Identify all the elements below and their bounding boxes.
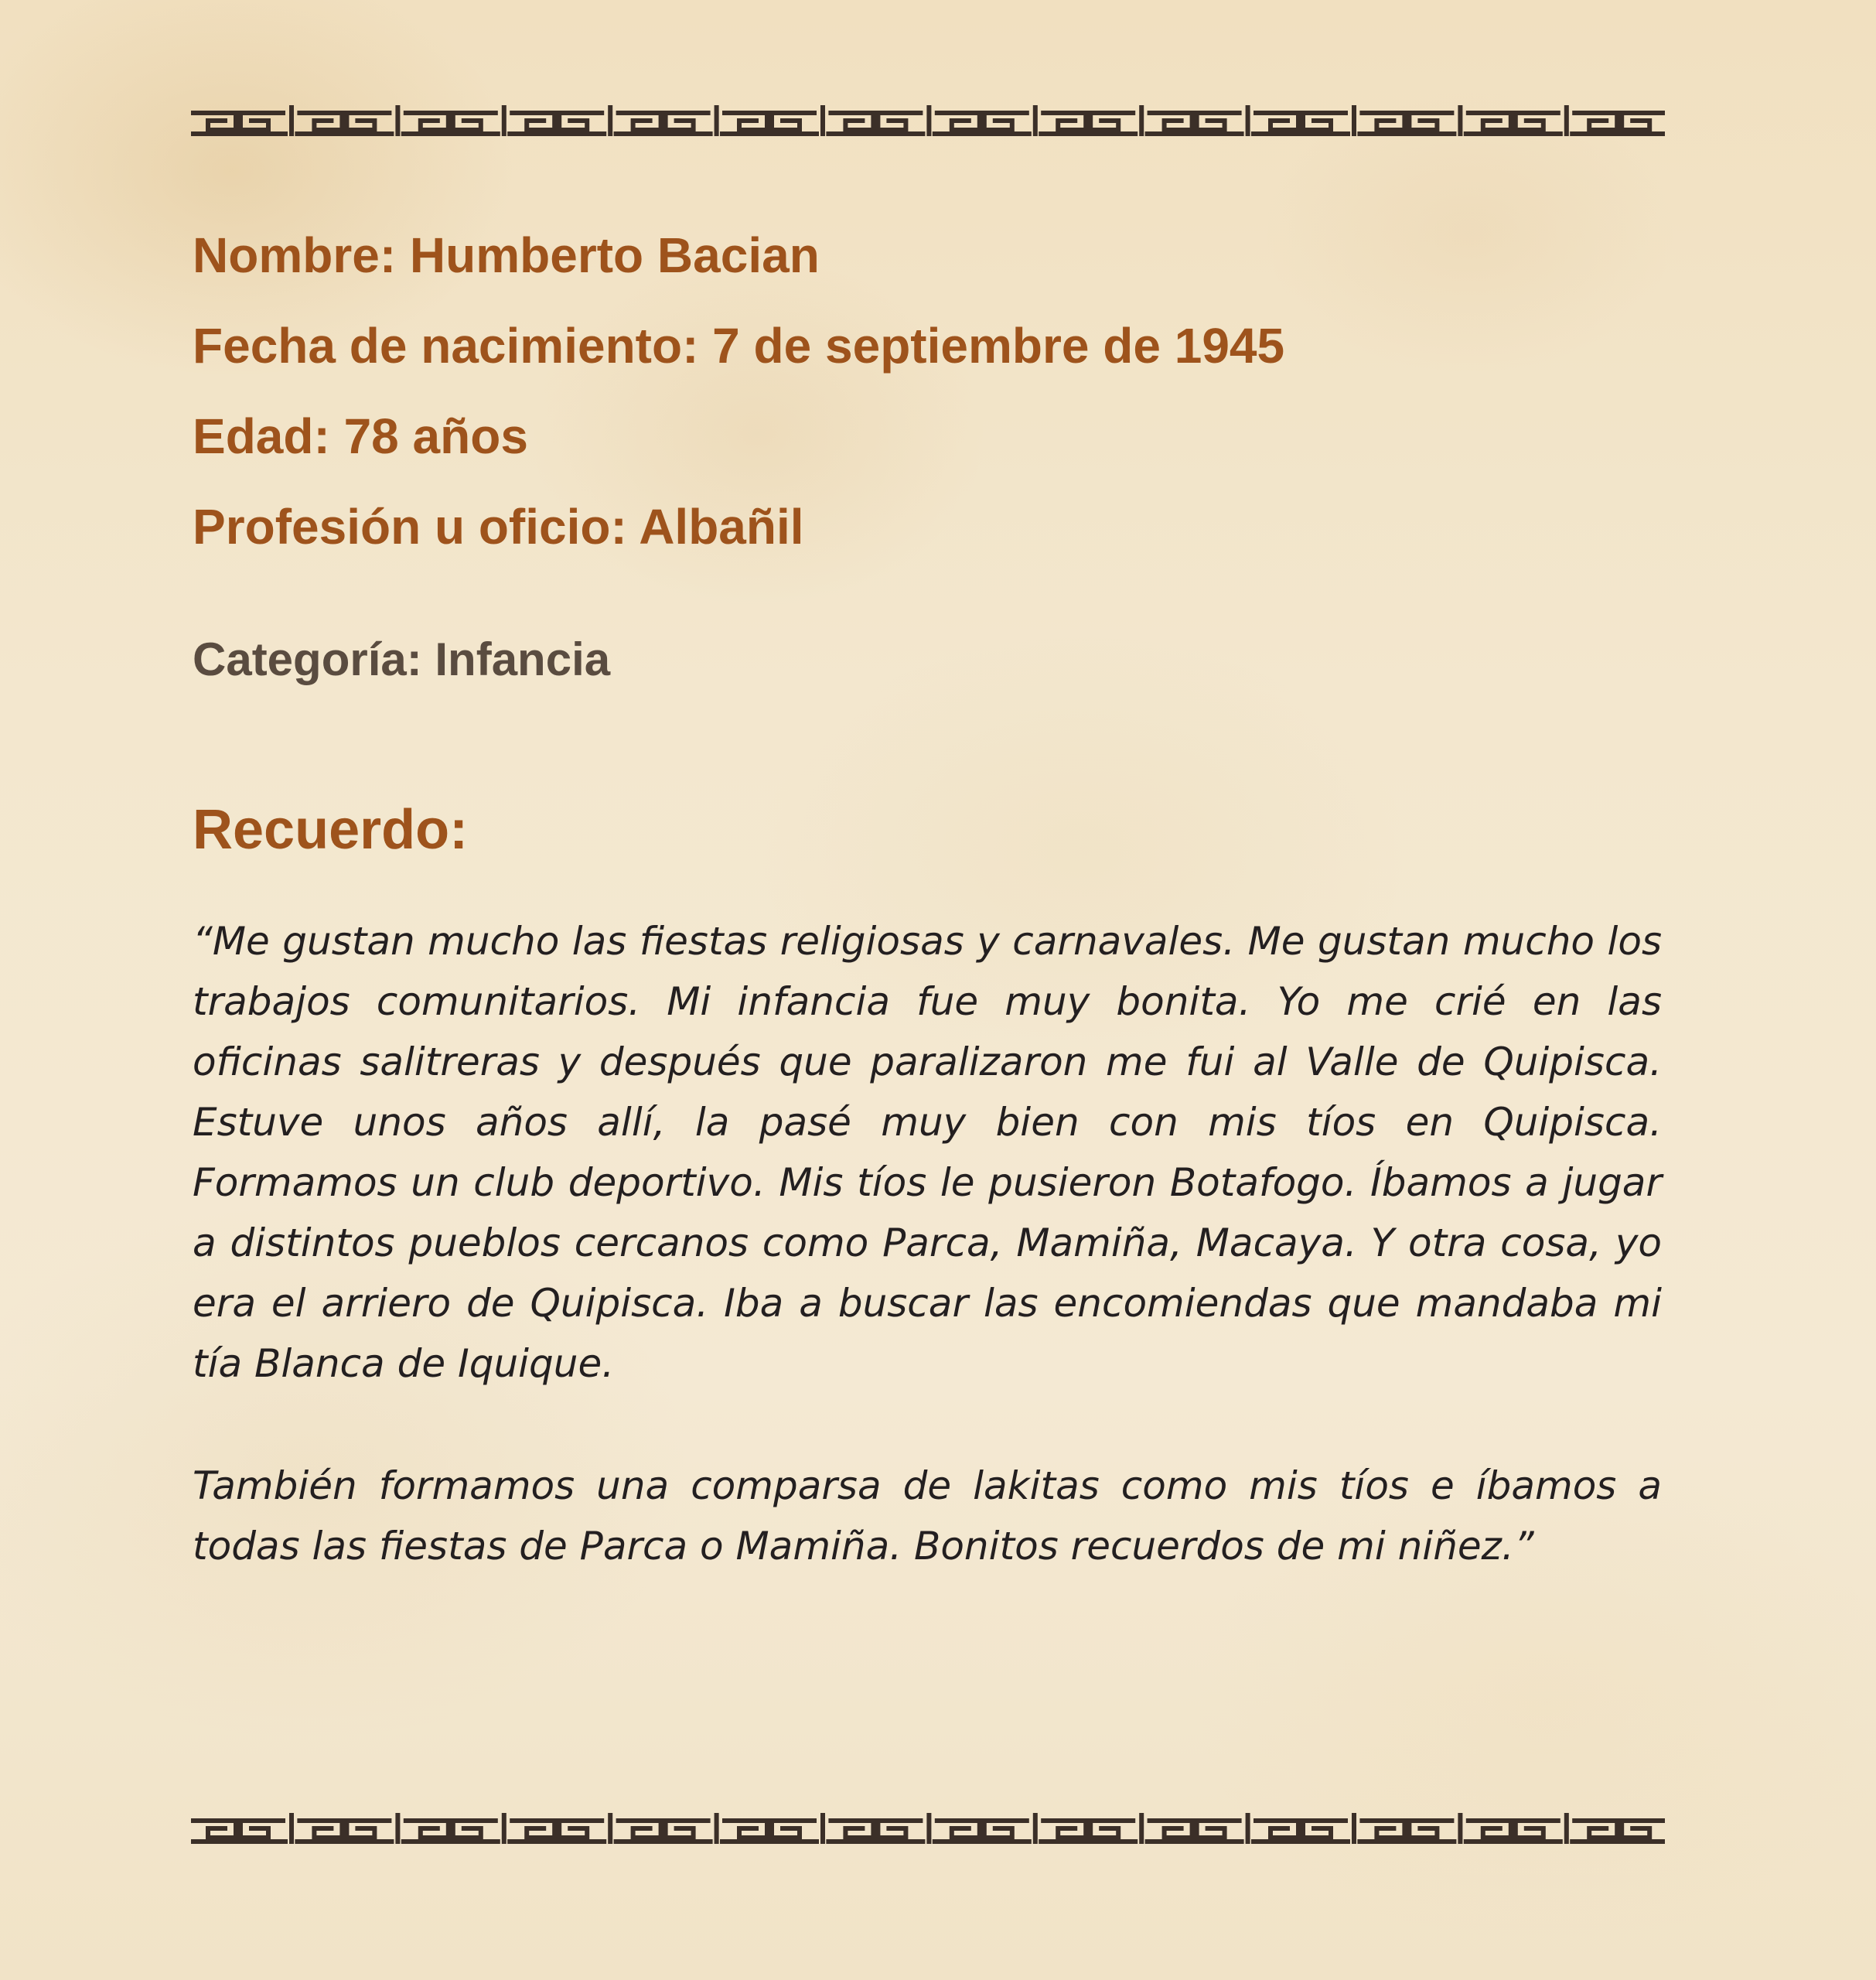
memory-heading: Recuerdo: <box>193 799 469 861</box>
bottom-greek-key-border <box>191 1813 1665 1844</box>
birth-date: Fecha de nacimiento: 7 de septiembre de 1945 <box>193 318 1285 374</box>
person-name: Nombre: Humberto Bacian <box>193 227 820 283</box>
greek-key-pattern <box>191 1815 1665 1842</box>
greek-key-ornament <box>191 1813 1665 1844</box>
category-label: Categoría: Infancia <box>193 633 611 685</box>
greek-key-pattern <box>191 108 1665 134</box>
age: Edad: 78 años <box>193 408 528 464</box>
memory-paragraph: También formamos una comparsa de lakitas como mis tíos e íbamos a todas las fiestas de Parca o Mamiña. Bonitos recuerdos de mi niñez.” <box>193 1463 1662 1569</box>
top-greek-key-border <box>191 105 1665 136</box>
memory-paragraph: “Me gustan mucho las fiestas religiosas y carnavales. Me gustan mucho los trabajos comunitarios. Mi infancia fue muy bonita. Yo me crié en las oficinas salitreras y después que paralizaron me fui al Valle de Quipisca. Estuve unos años allí, la pasé muy bien con mis tíos en Quipisca. Formamos un club deportivo. Mis tíos le pusieron Botafogo. Íbamos a jugar a distintos pueblos cercanos como Parca, Mamiña, Macaya. Y otra cosa, yo era el arriero de Quipisca. Iba a buscar las encomiendas que mandaba mi tía Blanca de Iquique. <box>193 919 1662 1386</box>
greek-key-ornament <box>191 105 1665 136</box>
profession: Profesión u oficio: Albañil <box>193 499 804 555</box>
